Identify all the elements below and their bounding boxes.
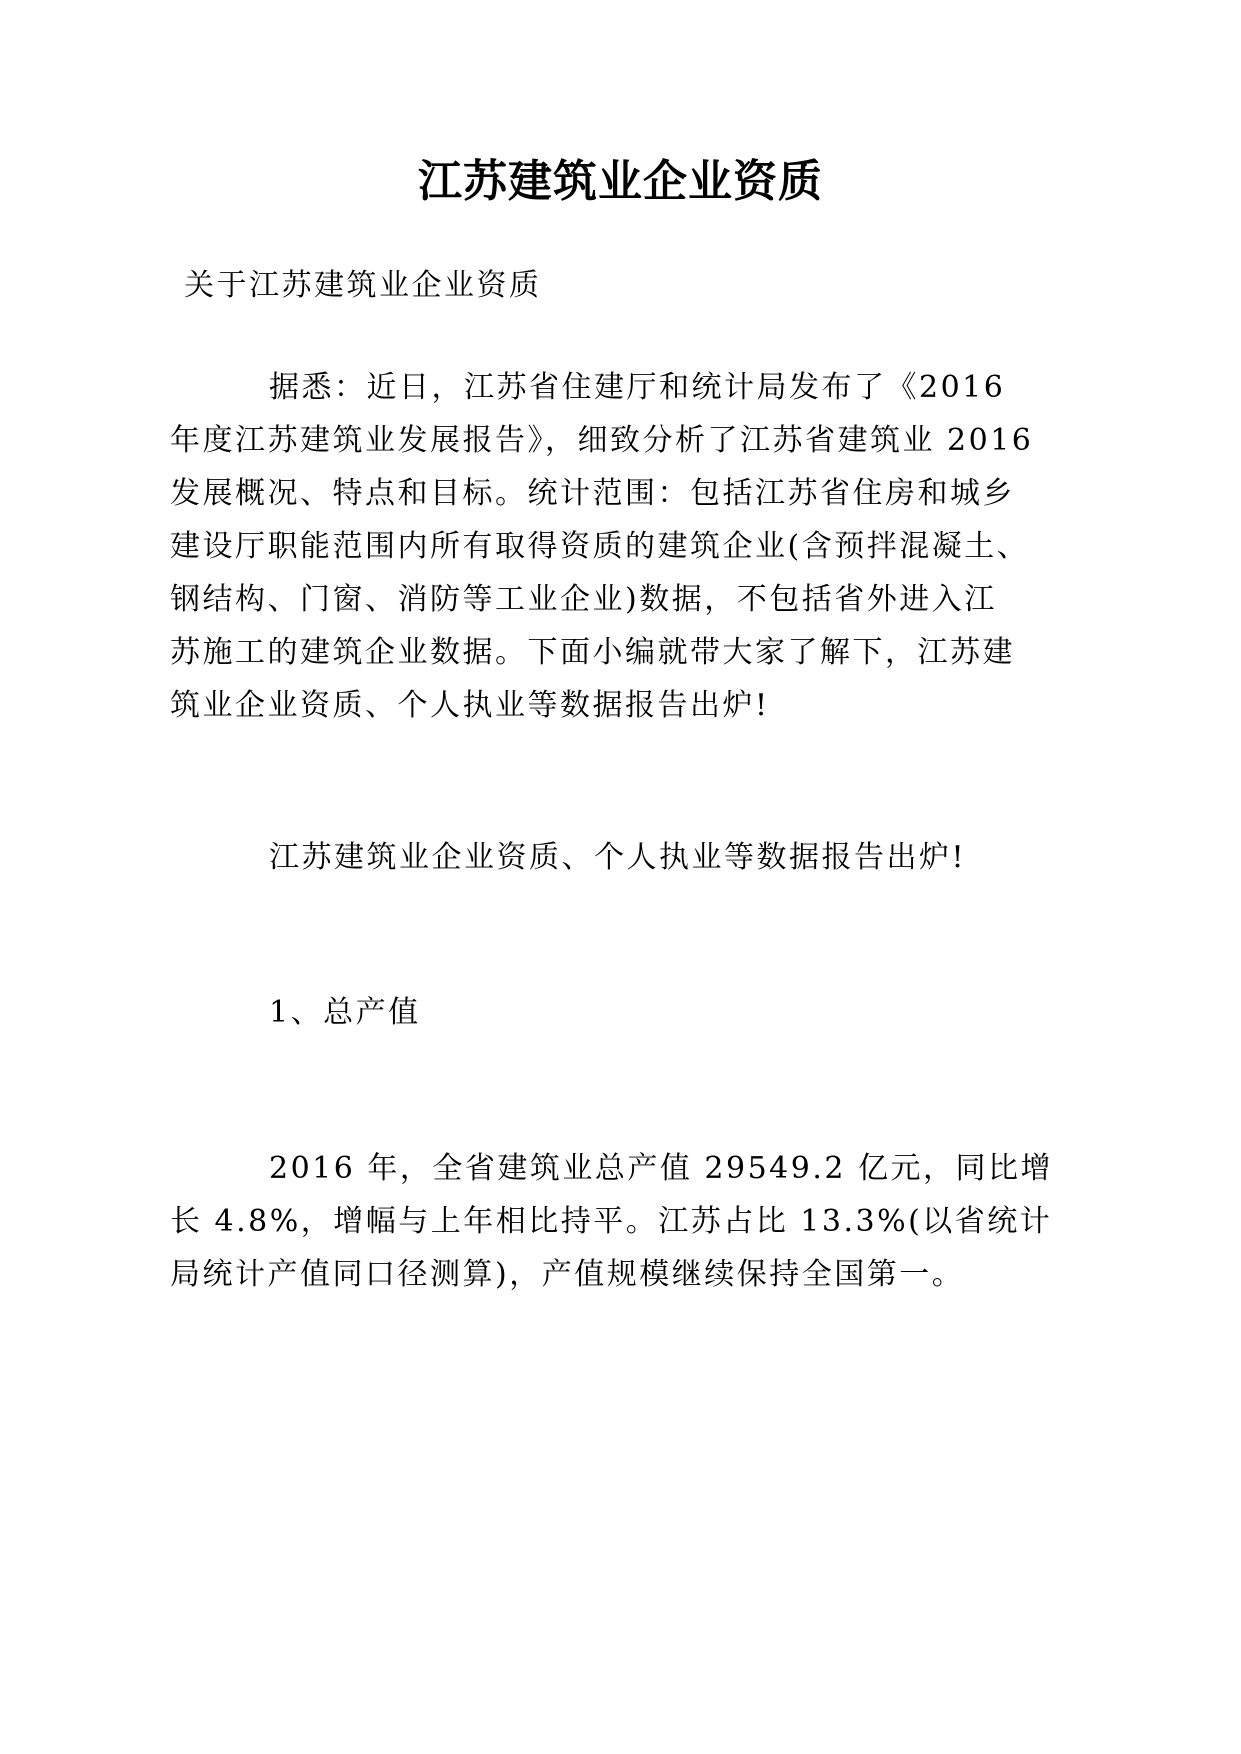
paragraph-line: 2016 年，全省建筑业总产值 29549.2 亿元，同比增 xyxy=(269,1151,1054,1186)
document-subtitle: 关于江苏建筑业企业资质 xyxy=(184,268,542,303)
paragraph-line: 筑业企业资质、个人执业等数据报告出炉! xyxy=(170,688,770,723)
section-heading: 1、总产值 xyxy=(269,995,421,1030)
document-title: 江苏建筑业企业资质 xyxy=(418,156,823,207)
paragraph-line: 发展概况、特点和目标。统计范围：包括江苏省住房和城乡 xyxy=(170,476,1015,511)
paragraph-line: 局统计产值同口径测算)，产值规模继续保持全国第一。 xyxy=(170,1257,965,1292)
paragraph-line: 建设厅职能范围内所有取得资质的建筑企业(含预拌混凝土、 xyxy=(170,529,1030,564)
report-headline: 江苏建筑业企业资质、个人执业等数据报告出炉! xyxy=(269,840,967,875)
paragraph-line: 据悉：近日，江苏省住建厅和统计局发布了《2016 xyxy=(269,370,1006,405)
paragraph-line: 苏施工的建筑企业数据。下面小编就带大家了解下，江苏建 xyxy=(170,635,1015,670)
paragraph-line: 长 4.8%，增幅与上年相比持平。江苏占比 13.3%(以省统计 xyxy=(170,1204,1053,1239)
paragraph-line: 年度江苏建筑业发展报告》，细致分析了江苏省建筑业 2016 xyxy=(170,423,1034,458)
paragraph-line: 钢结构、门窗、消防等工业企业)数据，不包括省外进入江 xyxy=(170,582,997,617)
